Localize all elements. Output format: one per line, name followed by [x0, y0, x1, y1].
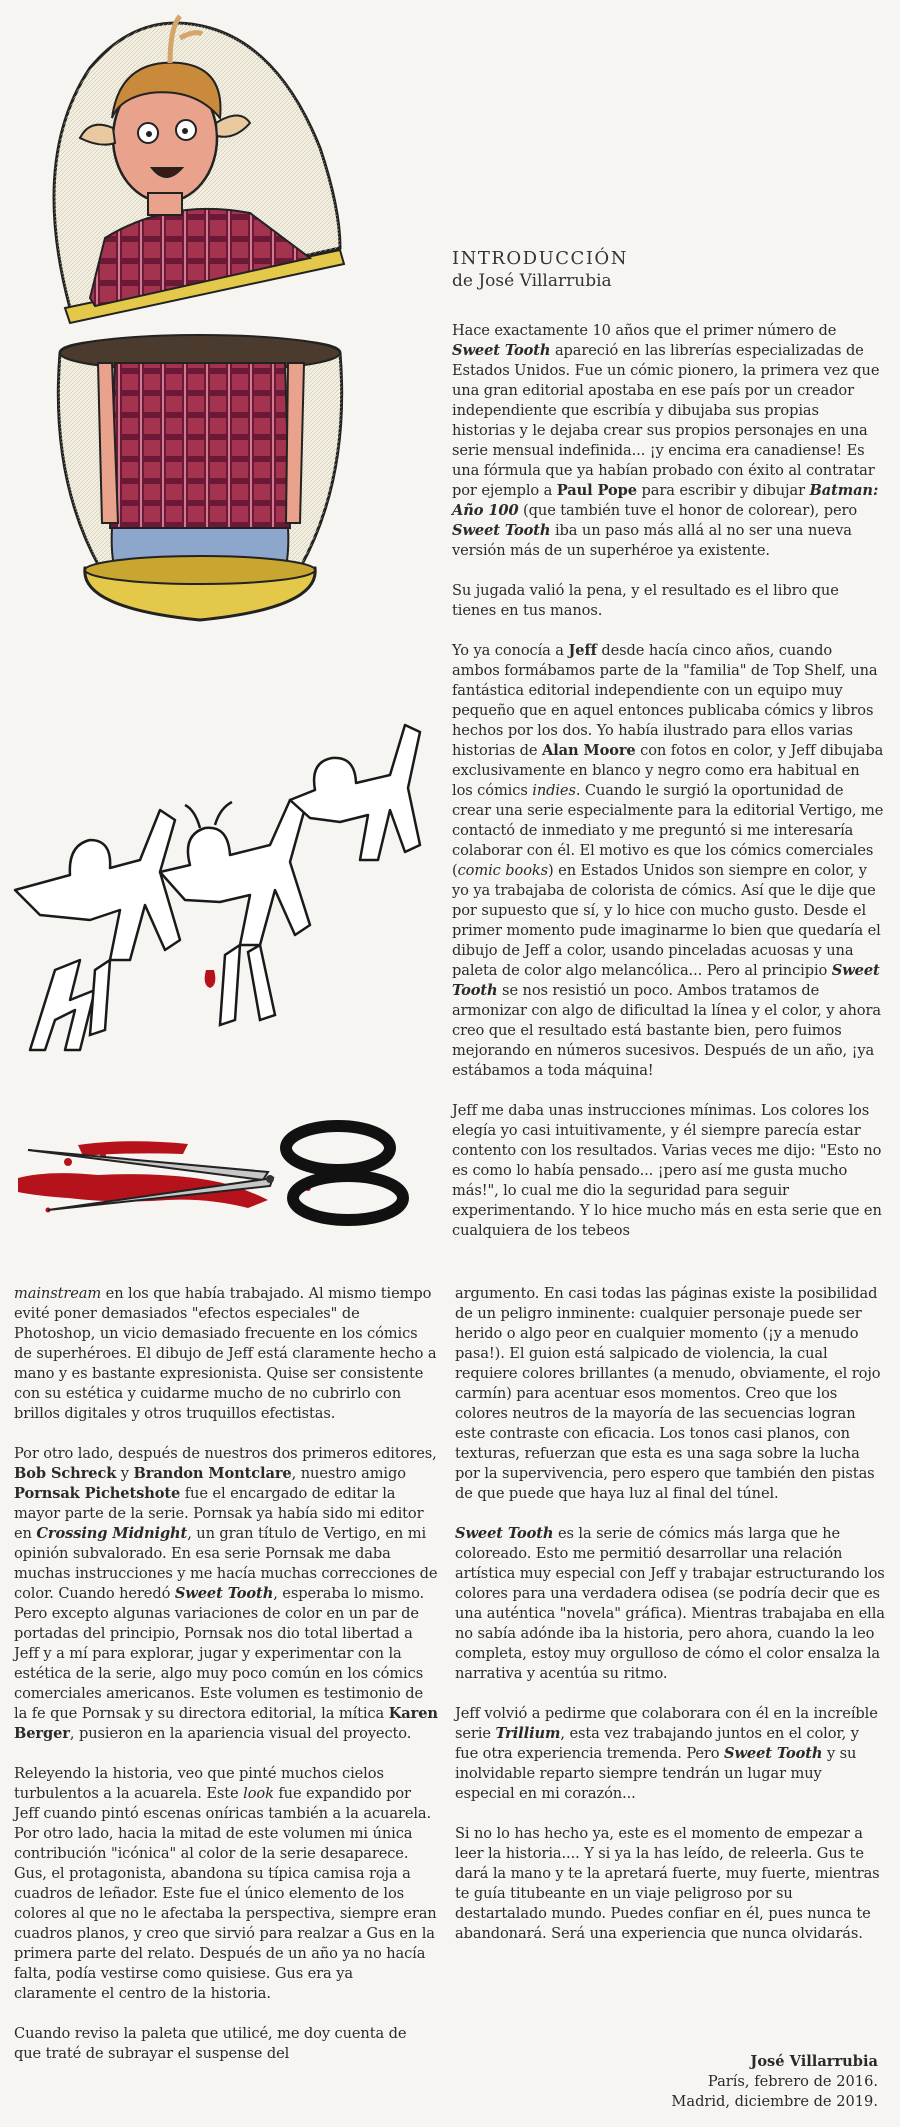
paragraph: Jeff volvió a pedirme que colaborara con él en la increíble serie Trillium, esta vez trabajando juntos en el color, y fue otra experiencia tremenda. Pero Sweet Tooth y su inolvidable reparto siempre tendrán un lugar muy especial en mi corazón... [455, 1705, 878, 1802]
intro-column-top [452, 248, 884, 1241]
paper-doll-chain-illustration [10, 640, 430, 1060]
paragraph: Su jugada valió la pena, y el resultado es el libro que tienes en tus manos. [452, 582, 839, 619]
paragraph: Si no lo has hecho ya, este es el momento de empezar a leer la historia.... Y si ya la has leído, de releerla. Gus te dará la mano y te la apretará fuerte, muy fuerte, mientras te guía titubeante en un viaje peligroso por su destartalado mundo. Puedes confiar en él, pues nunca te abandonará. Será una experiencia que nunca olvidarás. [455, 1825, 880, 1942]
intro-column-left [14, 1284, 438, 2064]
paragraph: Sweet Tooth es la serie de cómics más larga que he coloreado. Esto me permitió desarrollar una relación artística muy especial con Jeff y trabajar estructurando los colores para una verdadera odisea (se podría decir que es una auténtica "novela" gráfica). Mientras trabajaba en ella no sabía adónde iba la historia, pero ahora, cuando la leo completa, estoy muy orgulloso de cómo el color ensalza la narrativa y acentúa su ritmo. [455, 1525, 885, 1682]
signature-name: José Villarrubia [750, 2053, 878, 2070]
paragraph: Por otro lado, después de nuestros dos primeros editores, Bob Schreck y Brandon Montclare, nuestro amigo Pornsak Pichetshote fue el encargado de editar la mayor parte de la serie. Pornsak ya había sido mi editor en Crossing Midnight, un gran título de Vertigo, en mi opinión subvalorado. En esa serie Pornsak me daba muchas instrucciones y me hacía muchas correcciones de color. Cuando heredó Sweet Tooth, esperaba lo mismo. Pero excepto algunas variaciones de color en un par de portadas del principio, Pornsak nos dio total libertad a Jeff y a mí para explorar, jugar y experimentar con la estética de la serie, algo muy poco común en los cómics comerciales americanos. Este volumen es testimonio de la fe que Pornsak y su directora editorial, la mítica Karen Berger, pusieron en la apariencia visual del proyecto. [14, 1445, 438, 1742]
byline: de José Villarrubia [452, 271, 612, 291]
paragraph: Cuando reviso la paleta que utilicé, me doy cuenta de que traté de subrayar el suspense del [14, 2025, 407, 2062]
paragraph: Jeff me daba unas instrucciones mínimas. Los colores los elegía yo casi intuitivamente, y él siempre parecía estar contento con los resultados. Varias veces me dijo: "Esto no es como lo había pensado... ¡pero así me gusta mucho más!", lo cual me dio la seguridad para seguir experimentando. Y lo hice mucho más en esta serie que en cualquiera de los tebeos [452, 1102, 882, 1239]
nesting-doll-illustration [20, 8, 380, 633]
intro-column-right [455, 1284, 885, 1944]
signature-place-date-2: Madrid, diciembre de 2019. [671, 2093, 878, 2110]
paragraph: Hace exactamente 10 años que el primer número de Sweet Tooth apareció en las librerías especializadas de Estados Unidos. Fue un cómic pionero, la primera vez que una gran editorial apostaba en ese país por un creador independiente que escribía y dibujaba sus propias historias y le dejaba crear sus propios personajes en una serie mensual indefinida... ¡y encima era canadiense! Es una fórmula que ya habían probado con éxito al contratar por ejemplo a Paul Pope para escribir y dibujar Batman: Año 100 (que también tuve el honor de colorear), pero Sweet Tooth iba un paso más allá al no ser una nueva versión más de un superhéroe ya existente. [452, 322, 880, 559]
signature-block [671, 2052, 878, 2112]
paragraph: Yo ya conocía a Jeff desde hacía cinco años, cuando ambos formábamos parte de la "familia" de Top Shelf, una fantástica editorial independiente con un equipo muy pequeño que en aquel entonces publicaba cómics y libros hechos por los dos. Yo había ilustrado para ellos varias historias de Alan Moore con fotos en color, y Jeff dibujaba exclusivamente en blanco y negro como era habitual en los cómics indies. Cuando le surgió la oportunidad de crear una serie especialmente para la editorial Vertigo, me contactó de inmediato y me preguntó si me interesaría colaborar con él. El motivo es que los cómics comerciales (comic books) en Estados Unidos son siempre en color, y yo ya trabajaba de colorista de cómics. Así que le dije que por supuesto que sí, y lo hice con mucho gusto. Desde el primer momento pude imaginarme lo bien que quedaría el dibujo de Jeff a color, usando pinceladas acuosas y una paleta de color algo melancólica... Pero al principio Sweet Tooth se nos resistió un poco. Ambos tratamos de armonizar con algo de dificultad la línea y el color, y ahora creo que el resultado está bastante bien, pero fuimos mejorando en números sucesivos. Después de un año, ¡ya estábamos a toda máquina! [452, 642, 884, 1079]
paragraph: argumento. En casi todas las páginas existe la posibilidad de un peligro inminente: cualquier personaje puede ser herido o algo peor en cualquier momento (¡y a menudo pasa!). El guion está salpicado de violencia, la cual requiere colores brillantes (a menudo, obviamente, el rojo carmín) para acentuar esos momentos. Creo que los colores neutros de la mayoría de las secuencias logran este contraste con eficacia. Los tonos casi planos, con texturas, refuerzan que esta es una saga sobre la lucha por la supervivencia, pero espero que también den pistas de que puede que haya luz al final del túnel. [455, 1285, 881, 1502]
page-title: INTRODUCCIÓN [452, 248, 628, 269]
bloody-scissors-illustration [8, 1100, 428, 1230]
signature-place-date-1: París, febrero de 2016. [707, 2073, 878, 2090]
paragraph: Releyendo la historia, veo que pinté muchos cielos turbulentos a la acuarela. Este look fue expandido por Jeff cuando pintó escenas oníricas también a la acuarela. Por otro lado, hacia la mitad de este volumen mi única contribución "icónica" al color de la serie desaparece. Gus, el protagonista, abandona su típica camisa roja a cuadros de leñador. Este fue el único elemento de los colores al que no le afectaba la perspectiva, siempre eran cuadros planos, y creo que sirvió para realzar a Gus en la primera parte del relato. Después de un año ya no hacía falta, podía vestirse como quisiese. Gus era ya claramente el centro de la historia. [14, 1765, 437, 2002]
paragraph: mainstream en los que había trabajado. Al mismo tiempo evité poner demasiados "efectos especiales" de Photoshop, un vicio demasiado frecuente en los cómics de superhéroes. El dibujo de Jeff está claramente hecho a mano y es bastante expresionista. Quise ser consistente con su estética y cuidarme mucho de no cubrirlo con brillos digitales y otros truquillos efectistas. [14, 1285, 437, 1422]
